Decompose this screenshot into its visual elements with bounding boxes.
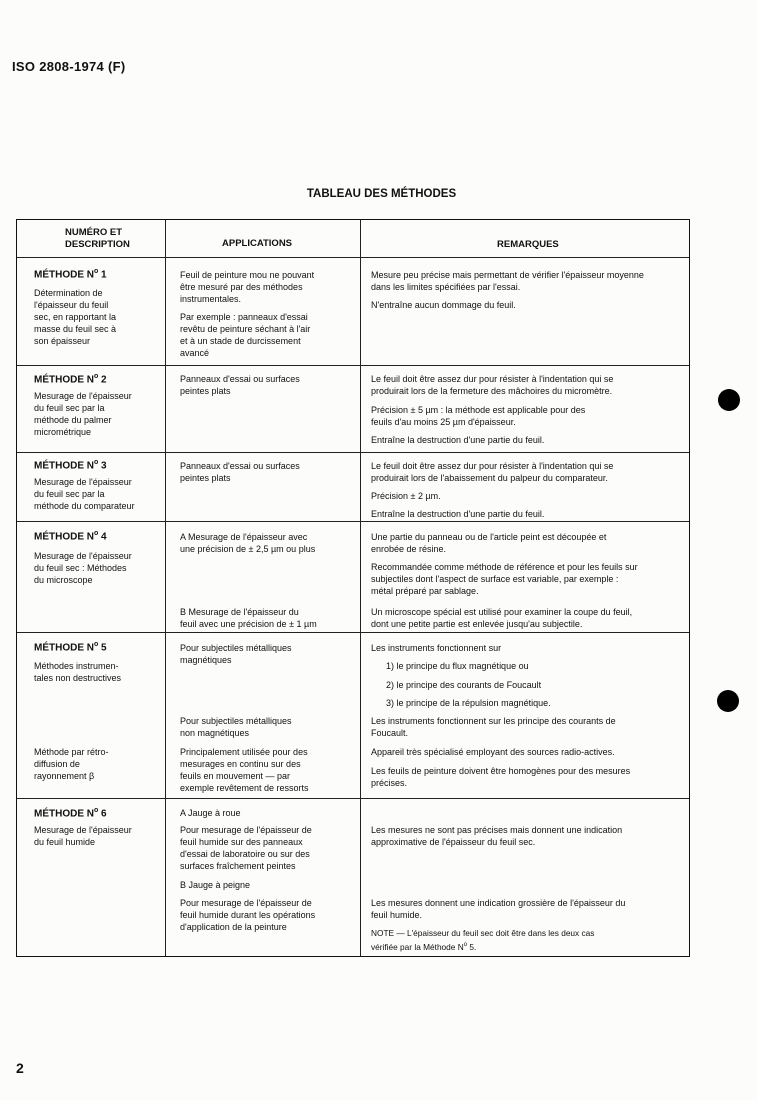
method-3-application: Panneaux d'essai ou surfaces peintes plats xyxy=(180,461,300,483)
method-5-description-beta: Méthode par rétro- diffusion de rayonnement β xyxy=(34,747,109,781)
method-5-remark-item-2: 2) le principe des courants de Foucault xyxy=(386,680,542,690)
method-5-application-continuous: Principalement utilisée pour des mesurages en continu sur des feuils en mouvement — par exemple revêtement de ressorts xyxy=(180,747,309,793)
method-5-description: Méthodes instrumen- tales non destructives xyxy=(34,661,122,683)
method-1-description: Détermination de l'épaisseur du feuil sec, en rapportant la masse du feuil sec à son épaisseur xyxy=(34,288,117,346)
method-2-description: Mesurage de l'épaisseur du feuil sec par la méthode du palmer micrométrique xyxy=(34,391,132,437)
row-divider xyxy=(17,521,689,522)
method-3-remark: Le feuil doit être assez dur pour résister à l'indentation qui se produirait lors de l'abaissement du palpeur du comparateur. xyxy=(371,461,614,483)
method-2-remark-2: Précision ± 5 µm : la méthode est applicable pour des feuils d'au moins 25 µm d'épaisseur. xyxy=(371,405,586,427)
method-5-application-magnetic: Pour subjectiles métalliques magnétiques xyxy=(180,643,292,665)
method-3-remark-3: Entraîne la destruction d'une partie du feuil. xyxy=(371,509,545,519)
row-divider xyxy=(17,452,689,453)
method-6-description: Mesurage de l'épaisseur du feuil humide xyxy=(34,825,132,847)
table-title: TABLEAU DES MÉTHODES xyxy=(306,188,457,200)
method-1-remark: Mesure peu précise mais permettant de vérifier l'épaisseur moyenne dans les limites spécifiées par l'essai. xyxy=(371,270,644,292)
method-2-application: Panneaux d'essai ou surfaces peintes plats xyxy=(180,374,300,396)
method-5-remark-3: Appareil très spécialisé employant des sources radio-actives. xyxy=(371,747,615,757)
column-header-applications: APPLICATIONS xyxy=(222,238,293,249)
method-1-application-example: Par exemple : panneaux d'essai revêtu de peinture séchant à l'air et à un stade de durcissement avancé xyxy=(180,312,311,358)
method-1-application: Feuil de peinture mou ne pouvant être mesuré par des méthodes instrumentales. xyxy=(180,270,315,304)
method-6-application-b-detail: Pour mesurage de l'épaisseur de feuil humide durant les opérations d'application de la peinture xyxy=(180,898,316,932)
method-5-remark-2: Les instruments fonctionnent sur les principe des courants de Foucault. xyxy=(371,716,616,738)
method-4-remark-2: Recommandée comme méthode de référence et pour les feuils sur subjectiles dont l'aspect de surface est variable, par exemple : métal préparé par sablage. xyxy=(371,562,638,596)
method-6-note: NOTE — L'épaisseur du feuil sec doit être dans les deux cas vérifiée par la Méthode $N^o$ 5. xyxy=(371,928,595,952)
method-1-heading: MÉTHODE $N^o$ 1 xyxy=(34,268,107,281)
method-5-heading: MÉTHODE $N^o$ 5 xyxy=(34,641,107,654)
binder-hole xyxy=(717,690,739,712)
method-3-description: Mesurage de l'épaisseur du feuil sec par la méthode du comparateur xyxy=(34,477,135,511)
method-3-heading: MÉTHODE $N^o$ 3 xyxy=(34,459,107,472)
document-code: ISO 2808-1974 (F) xyxy=(12,59,126,74)
method-6-remark: Les mesures ne sont pas précises mais donnent une indication approximative de l'épaisseur du feuil sec. xyxy=(371,825,623,847)
method-4-description: Mesurage de l'épaisseur du feuil sec : Méthodes du microscope xyxy=(34,551,132,585)
method-5-remark-item-3: 3) le principe de la répulsion magnétique. xyxy=(386,698,551,708)
method-6-application-b: B Jauge à peigne xyxy=(180,880,251,890)
method-4-remark: Une partie du panneau ou de l'article peint est découpée et enrobée de résine. xyxy=(371,532,607,554)
row-divider xyxy=(17,257,689,258)
column-header-remarques: REMARQUES xyxy=(497,239,559,250)
method-4-remark-3: Un microscope spécial est utilisé pour examiner la coupe du feuil, dont une petite partie est enlevée jusqu'au subjectile. xyxy=(371,607,633,629)
method-2-remark-3: Entraîne la destruction d'une partie du feuil. xyxy=(371,435,545,445)
method-5-remark-4: Les feuils de peinture doivent être homogènes pour des mesures précises. xyxy=(371,766,631,788)
column-header-numero: NUMÉRO ET DESCRIPTION xyxy=(65,227,130,250)
method-6-application-a: A Jauge à roue xyxy=(180,808,241,818)
binder-hole xyxy=(718,389,740,411)
method-5-remark-item-1: 1) le principe du flux magnétique ou xyxy=(386,661,529,671)
method-6-remark-2: Les mesures donnent une indication grossière de l'épaisseur du feuil humide. xyxy=(371,898,626,920)
method-4-application-b: B Mesurage de l'épaisseur du feuil avec une précision de ± 1 µm xyxy=(180,607,317,629)
method-2-remark: Le feuil doit être assez dur pour résister à l'indentation qui se produirait lors de la fermeture des mâchoires du micromètre. xyxy=(371,374,614,396)
column-divider xyxy=(360,220,361,956)
column-divider xyxy=(165,220,166,956)
method-5-application-nonmagnetic: Pour subjectiles métalliques non magnétiques xyxy=(180,716,292,738)
row-divider xyxy=(17,632,689,633)
row-divider xyxy=(17,365,689,366)
method-3-remark-2: Précision ± 2 µm. xyxy=(371,491,441,501)
methods-table xyxy=(16,219,690,957)
method-1-remark-2: N'entraîne aucun dommage du feuil. xyxy=(371,300,516,310)
method-6-heading: MÉTHODE $N^o$ 6 xyxy=(34,807,107,820)
page-number: 2 xyxy=(16,1060,24,1076)
row-divider xyxy=(17,798,689,799)
method-4-application-a: A Mesurage de l'épaisseur avec une précision de ± 2,5 µm ou plus xyxy=(180,532,316,554)
method-6-application-a-detail: Pour mesurage de l'épaisseur de feuil humide sur des panneaux d'essai de laboratoire ou sur des surfaces fraîchement peintes xyxy=(180,825,312,871)
method-2-heading: MÉTHODE $N^o$ 2 xyxy=(34,373,107,386)
method-5-remark: Les instruments fonctionnent sur xyxy=(371,643,502,653)
method-4-heading: MÉTHODE $N^o$ 4 xyxy=(34,530,107,543)
